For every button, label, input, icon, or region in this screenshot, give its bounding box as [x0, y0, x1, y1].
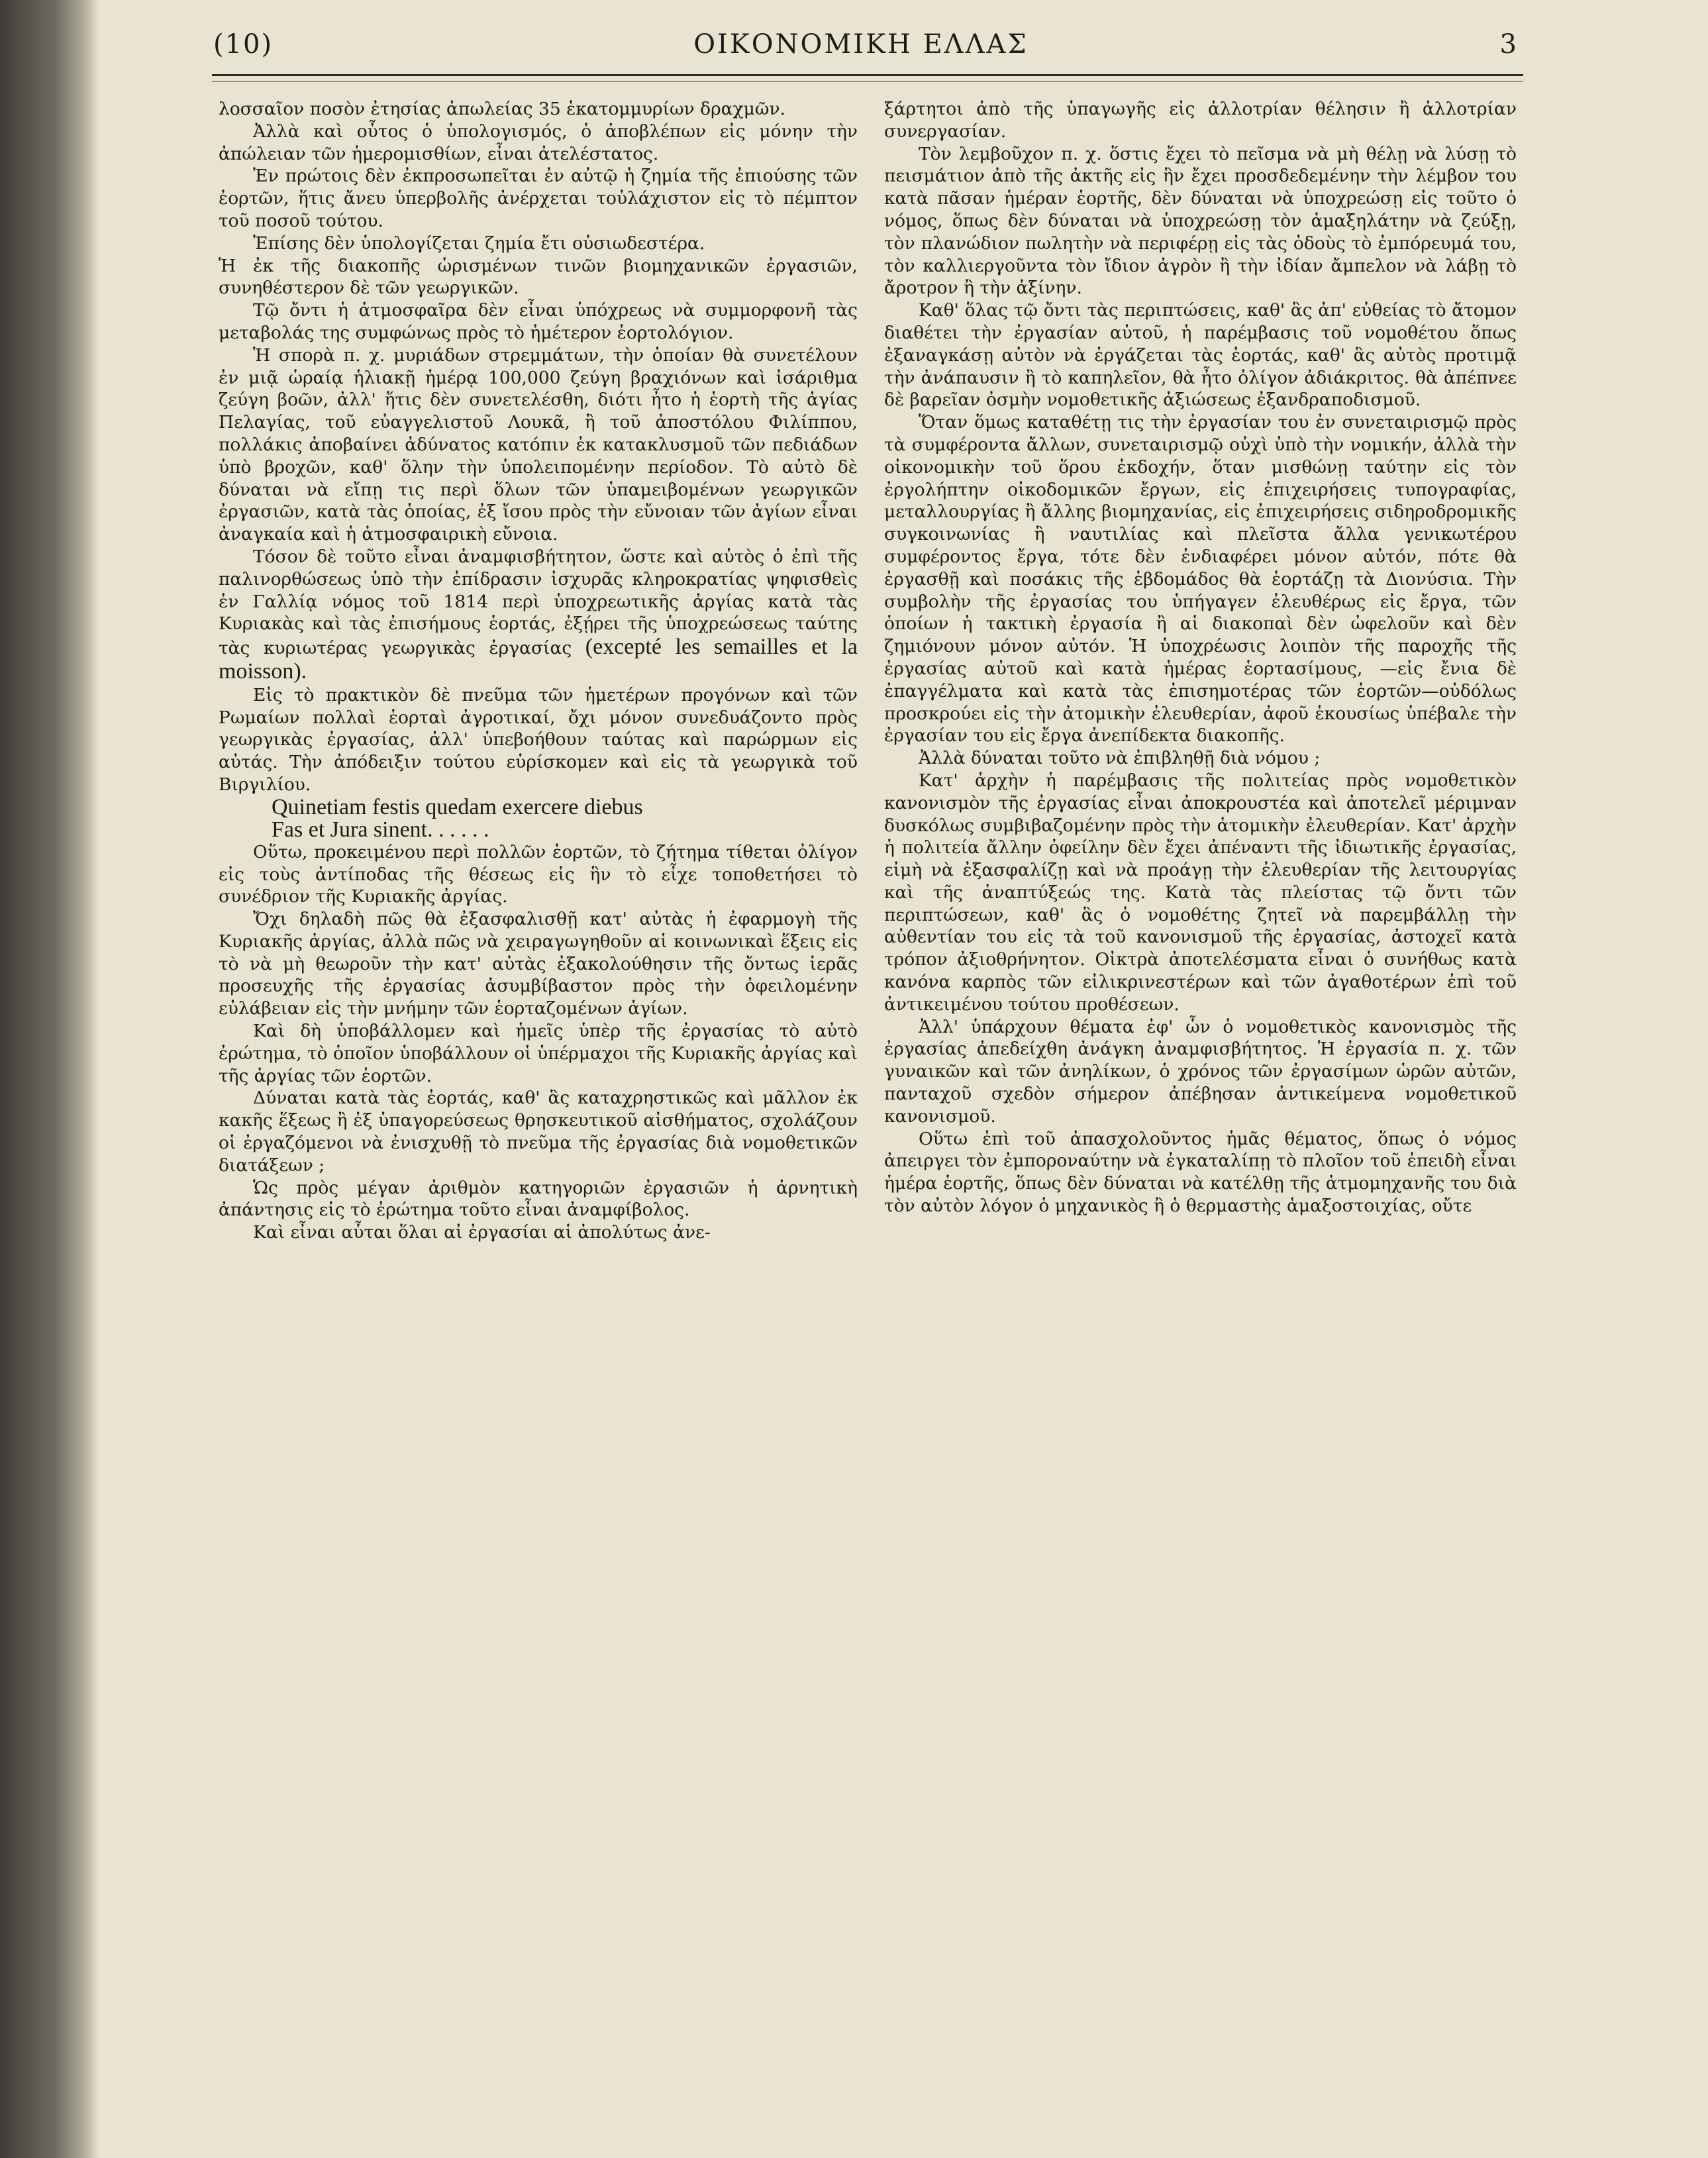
- paragraph: Ὡς πρὸς μέγαν ἀριθμὸν κατηγοριῶν ἐργασιῶν ἡ ἀρνητικὴ ἀπάντησις εἰς τὸ ἐρώτημα τοῦτο εἶναι ἀναμφίβολος.: [219, 1177, 858, 1221]
- paragraph: Ἀλλὰ καὶ οὗτος ὁ ὑπολογισμός, ὁ ἀποβλέπων εἰς μόνην τὴν ἀπώλειαν τῶν ἡμερομισθίων, εἶναι ἀτελέστατος.: [219, 121, 858, 164]
- paragraph: Ἐπίσης δὲν ὑπολογίζεται ζημία ἔτι οὐσιωδεστέρα.: [253, 232, 705, 254]
- latin-verse-line: Quinetiam festis quedam exercere diebus: [272, 794, 643, 819]
- paragraph: Οὕτω, προκειμένου περὶ πολλῶν ἑορτῶν, τὸ ζήτημα τίθεται ὀλίγον εἰς τοὺς ἀντίποδας τῆς θέσεως εἰς ἣν τὸ εἶχε τοποθετήσει τὸ συνέδριον τῆς Κυριακῆς ἀργίας.: [219, 841, 858, 907]
- book-binding-shadow: [0, 0, 99, 2158]
- paragraph: Καὶ εἶναι αὗται ὅλαι αἱ ἐργασίαι αἱ ἀπολύτως ἀνε-: [253, 1222, 711, 1243]
- paragraph: Ὅταν ὅμως καταθέτῃ τις τὴν ἐργασίαν του ἐν συνεταιρισμῷ πρὸς τὰ συμφέροντα ἄλλων, συνεταιρισμῷ οὐχὶ ὑπὸ τὴν νομικήν, ἀλλὰ τὴν οἰκονομικὴν τοῦ ὅρου ἐκδοχήν, ὅταν μισθώνῃ ταύτην εἰς τὸν ἐργολήπτην οἰκοδομικῶν ἔργων, εἰς ἐπιχειρήσεις τυπογραφίας, μεταλλουργίας ἢ ἄλλης βιομηχανίας, εἰς ἐπιχειρήσεις σιδηροδρομικῆς συγκοινωνίας ἢ ναυτιλίας καὶ πλεῖστα ἄλλα γενικωτέρου συμφέροντος ἔργα, τότε δὲν ἐνδιαφέρει μόνον αὐτόν, πότε θὰ ἐργασθῇ καὶ ποσάκις τῆς ἑβδομάδος θὰ ἑορτάζῃ τὰ Διονύσια. Τὴν συμβολὴν τῆς ἐργασίας του ὑπήγαγεν ἐλευθέρως εἰς ἔργα, τῶν ὁποίων ἡ τακτικὴ ἐργασία ἢ αἱ διακοπαὶ δὲν ὠφελοῦν καὶ δὲν ζημιόνουν μόνον αὐτόν. Ἡ ὑποχρέωσις λοιπὸν τῆς παροχῆς τῆς ἐργασίας αὐτοῦ καὶ κατὰ ἡμέρας ἑορτασίμους, —εἰς ἔνια δὲ ἐπαγγέλματα καὶ κατὰ τὰς ἐπισημοτέρας τῶν ἑορτῶν—οὐδόλως προσκρούει εἰς τὴν ἀτομικὴν ἐλευθερίαν, ἀφοῦ ἑκουσίως ὑπέβαλε τὴν ἐργασίαν του εἰς ἔργα ἀνεπίδεκτα διακοπῆς.: [884, 412, 1517, 746]
- page-number: 3: [1499, 29, 1517, 60]
- header-rule-thick: [212, 74, 1523, 76]
- page-header: [199, 20, 1523, 83]
- paragraph: Τῷ ὄντι ἡ ἀτμοσφαῖρα δὲν εἶναι ὑπόχρεως νὰ συμμορφονῆ τὰς μεταβολάς της συμφώνως πρὸς τὸ ἡμέτερον ἑορτολόγιον.: [219, 300, 858, 343]
- paragraph-text: Τόσον δὲ τοῦτο εἶναι ἀναμφισβήτητον, ὥστε καὶ αὐτὸς ὁ ἐπὶ τῆς παλινορθώσεως ὑπὸ τὴν ἐπίδρασιν ἰσχυρᾶς κληροκρατίας ψηφισθεὶς ἐν Γαλλίᾳ νόμος τοῦ 1814 περὶ ὑποχρεωτικῆς ἀργίας κατὰ τὰς Κυριακὰς καὶ τὰς ἐπισήμους ἑορτάς, ἐξῄρει τῆς ὑποχρεώσεως ταύτης τὰς κυριωτέρας γεωργικὰς ἐργασίας: [219, 546, 858, 659]
- journal-title: ΟΙΚΟΝΟΜΙΚΗ ΕΛΛΑΣ: [693, 29, 1029, 60]
- paragraph: Οὕτω ἐπὶ τοῦ ἀπασχολοῦντος ἡμᾶς θέματος, ὅπως ὁ νόμος ἀπειργει τὸν ἐμποροναύτην νὰ ἐγκαταλίπῃ τὸ πλοῖον τοῦ ἐπειδὴ εἶναι ἡμέρα ἑορτῆς, ὅπως δὲν δύναται νὰ κατέλθῃ τῆς ἀτμομηχανῆς του διὰ τὸν αὐτὸν λόγον ὁ μηχανικὸς ἢ ὁ θερμαστὴς ἁμαξοστοιχίας, οὔτε: [884, 1128, 1517, 1217]
- paragraph: Καθ' ὅλας τῷ ὄντι τὰς περιπτώσεις, καθ' ἃς ἀπ' εὐθείας τὸ ἄτομον διαθέτει τὴν ἐργασίαν αὐτοῦ, ἡ παρέμβασις τοῦ νομοθέτου ὅπως ἐξαναγκάσῃ αὐτὸν νὰ ἐργάζεται τὰς ἑορτάς, καθ' ἃς αὐτὸς προτιμᾷ τὴν ἀνάπαυσιν ἢ τὸ καπηλεῖον, θὰ ἦτο ὀλίγον ἀδιάκριτος. θὰ ἀπέπνεε δὲ βαρεῖαν ὀσμὴν νομοθετικῆς ἀξιώσεως ἐξανδραποδισμοῦ.: [884, 300, 1517, 411]
- paragraph: Ἡ ἐκ τῆς διακοπῆς ὡρισμένων τινῶν βιομηχανικῶν ἐργασιῶν, συνηθέστερον δὲ τῶν γεωργικῶν.: [219, 255, 858, 299]
- paragraph: λοσσαῖον ποσὸν ἐτησίας ἀπωλείας 35 ἑκατομμυρίων δραχμῶν.: [219, 99, 785, 119]
- paragraph: [219, 546, 858, 684]
- paragraph: Κατ' ἀρχὴν ἡ παρέμβασις τῆς πολιτείας πρὸς νομοθετικὸν κανονισμὸν τῆς ἐργασίας εἶναι ἀποκρουστέα καὶ ἀποτελεῖ μέριμναν δυσκόλως συμβιβαζομένην πρὸς τὴν ἀτομικὴν ἐλευθερίαν. Κατ' ἀρχὴν ἡ πολιτεία ἄλλην ὀφείλην δὲν ἔχει ἀπέναντι τῆς ἰδιωτικῆς ἐργασίας, εἰμὴ νὰ ἐξασφαλίζῃ καὶ νὰ προάγῃ τὴν ἐλευθερίαν τῆς λειτουργίας καὶ τῆς ἀναπτύξεώς της. Κατὰ τὰς πλείστας τῷ ὄντι τῶν περιπτώσεων, καθ' ἃς ὁ νομοθέτης ζητεῖ νὰ παρεμβάλλῃ τὴν αὐθεντίαν του εἰς τὰ τοῦ κανονισμοῦ τῆς ἐργασίας, ἀστοχεῖ κατὰ τρόπον ἀξιοθρήνητον. Οἰκτρὰ ἀποτελέσματα εἶναι ὁ συνήθως κατὰ κανόνα καρπὸς τῶν εἰλικρινεστέρων καὶ τῶν ἀγαθοτέρων ἐπὶ τοῦ ἀντικειμένου τούτου προθέσεων.: [884, 770, 1517, 1015]
- issue-number: (10): [213, 29, 274, 60]
- paragraph: Ὄχι δηλαδὴ πῶς θὰ ἐξασφαλισθῇ κατ' αὐτὰς ἡ ἐφαρμογὴ τῆς Κυριακῆς ἀργίας, ἀλλὰ πῶς νὰ χειραγωγηθοῦν αἱ κοινωνικαὶ ἕξεις εἰς τὸ νὰ μὴ θεωροῦν τὴν κατ' αὐτὰς ἐξακολούθησιν τῆς ὄντως ἱερᾶς προσευχῆς τῆς ἐργασίας ἀσυμβίβαστον πρὸς τὴν ὀφειλομένην εὐλάβειαν εἰς τὴν μνήμην τῶν ἑορταζομένων ἁγίων.: [219, 909, 858, 1019]
- paragraph: Ἡ σπορὰ π. χ. μυριάδων στρεμμάτων, τὴν ὁποίαν θὰ συνετέλουν ἐν μιᾷ ὡραίᾳ ἡλιακῇ ἡμέρᾳ 100,000 ζεύγη βραχιόνων καὶ ἰσάριθμα ζεύγη βοῶν, ἀλλ' ἥτις δὲν συνετελέσθη, διότι ἦτο ἡ ἑορτὴ τῆς ἁγίας Πελαγίας, τοῦ εὐαγγελιστοῦ Λουκᾶ, ἢ τοῦ ἀποστόλου Φιλίππου, πολλάκις ἀποβαίνει ἀδύνατος κατόπιν ἐκ κατακλυσμοῦ τῶν πεδιάδων ὑπὸ βροχῶν, καθ' ὅλην τὴν ὑπολειπομένην περίοδον. Τὸ αὐτὸ δὲ δύναται νὰ εἴπῃ τις περὶ ὅλων τῶν ὑπαμειβομένων γεωργικῶν ἐργασιῶν, κατὰ τὰς ὁποίας, ἐξ ἴσου πρὸς τὴν εὔνοιαν τῶν ἁγίων εἶναι ἀναγκαία καὶ ἡ ἀτμοσφαιρικὴ εὔνοια.: [219, 344, 858, 545]
- paragraph: Δύναται κατὰ τὰς ἑορτάς, καθ' ἃς καταχρηστικῶς καὶ μᾶλλον ἐκ κακῆς ἕξεως ἢ ἐξ ὑπαγορεύσεως θρησκευτικοῦ αἰσθήματος, σχολάζουν οἱ ἐργαζόμενοι νὰ ἐνισχυθῇ τὸ πνεῦμα τῆς ἐργασίας διὰ νομοθετικῶν διατάξεων ;: [219, 1088, 858, 1176]
- paragraph: Εἰς τὸ πρακτικὸν δὲ πνεῦμα τῶν ἡμετέρων προγόνων καὶ τῶν Ρωμαίων πολλαὶ ἑορταὶ ἀγροτικαί, ὄχι μόνον συνεδυάζοντο πρὸς γεωργικὰς ἐργασίας, ἀλλ' ὑπεβοήθουν ταύτας καὶ παρώρμων εἰς αὐτάς. Τὴν ἀπόδειξιν τούτου εὑρίσκομεν καὶ εἰς τὰ γεωργικὰ τοῦ Βιργιλίου.: [219, 684, 858, 795]
- latin-verse-line: Fas et Jura sinent. . . . . .: [272, 817, 489, 842]
- paragraph: Ἀλλὰ δύναται τοῦτο νὰ ἐπιβληθῇ διὰ νόμου ;: [919, 748, 1321, 769]
- paragraph: ξάρτητοι ἀπὸ τῆς ὑπαγωγῆς εἰς ἀλλοτρίαν θέλησιν ἢ ἀλλοτρίαν συνεργασίαν.: [884, 99, 1517, 142]
- page: [199, 20, 1523, 2139]
- paragraph: Τὸν λεμβοῦχον π. χ. ὅστις ἔχει τὸ πεῖσμα νὰ μὴ θέλῃ νὰ λύσῃ τὸ πεισμάτιον ἀπὸ τῆς ἀκτῆς εἰς ἣν ἔχει προσδεδεμένην τὴν λέμβον του κατὰ πᾶσαν ἡμέραν ἑορτῆς, δὲν δύναται νὰ ὑποχρεώσῃ εἰς τοῦτο ὁ νόμος, ὅπως δὲν δύναται νὰ ὑποχρεώσῃ τὸν ἁμαξηλάτην νὰ ζεύξῃ, τὸν πλανώδιον πωλητὴν νὰ περιφέρῃ εἰς τὰς ὁδοὺς τὸ ἐμπόρευμά του, τὸν καλλιεργοῦντα τὸν ἴδιον ἀγρὸν ἢ τὴν ἰδίαν ἄμπελον νὰ λάβῃ τὸ ἄροτρον ἢ τὴν ἀξίνην.: [884, 143, 1517, 299]
- french-quote: (excepté les semailles et la moisson).: [219, 635, 858, 684]
- paragraph: Ἐν πρώτοις δὲν ἐκπροσωπεῖται ἐν αὐτῷ ἡ ζημία τῆς ἐπιούσης τῶν ἑορτῶν, ἥτις ἄνευ ὑπερβολῆς ἀνέρχεται τοὐλάχιστον εἰς τὸ πέμπτον τοῦ ποσοῦ τούτου.: [219, 166, 858, 231]
- right-column: [884, 98, 1517, 2125]
- left-column: [219, 98, 858, 2125]
- paragraph: Ἀλλ' ὑπάρχουν θέματα ἐφ' ὧν ὁ νομοθετικὸς κανονισμὸς τῆς ἐργασίας ἀπεδείχθη ἀνάγκη ἀναμφισβήτητος. Ἡ ἐργασία π. χ. τῶν γυναικῶν καὶ τῶν ἀνηλίκων, ὁ χρόνος τῶν ἐργασίμων ὡρῶν αὐτῶν, πανταχοῦ σχεδὸν σήμερον ἀπέβησαν ἀντικείμενα νομοθετικοῦ κανονισμοῦ.: [884, 1016, 1517, 1127]
- paragraph: Καὶ δὴ ὑποβάλλομεν καὶ ἡμεῖς ὑπὲρ τῆς ἐργασίας τὸ αὐτὸ ἐρώτημα, τὸ ὁποῖον ὑποβάλλουν οἱ ὑπέρμαχοι τῆς Κυριακῆς ἀργίας καὶ τῆς ἀργίας τῶν ἑορτῶν.: [219, 1021, 858, 1086]
